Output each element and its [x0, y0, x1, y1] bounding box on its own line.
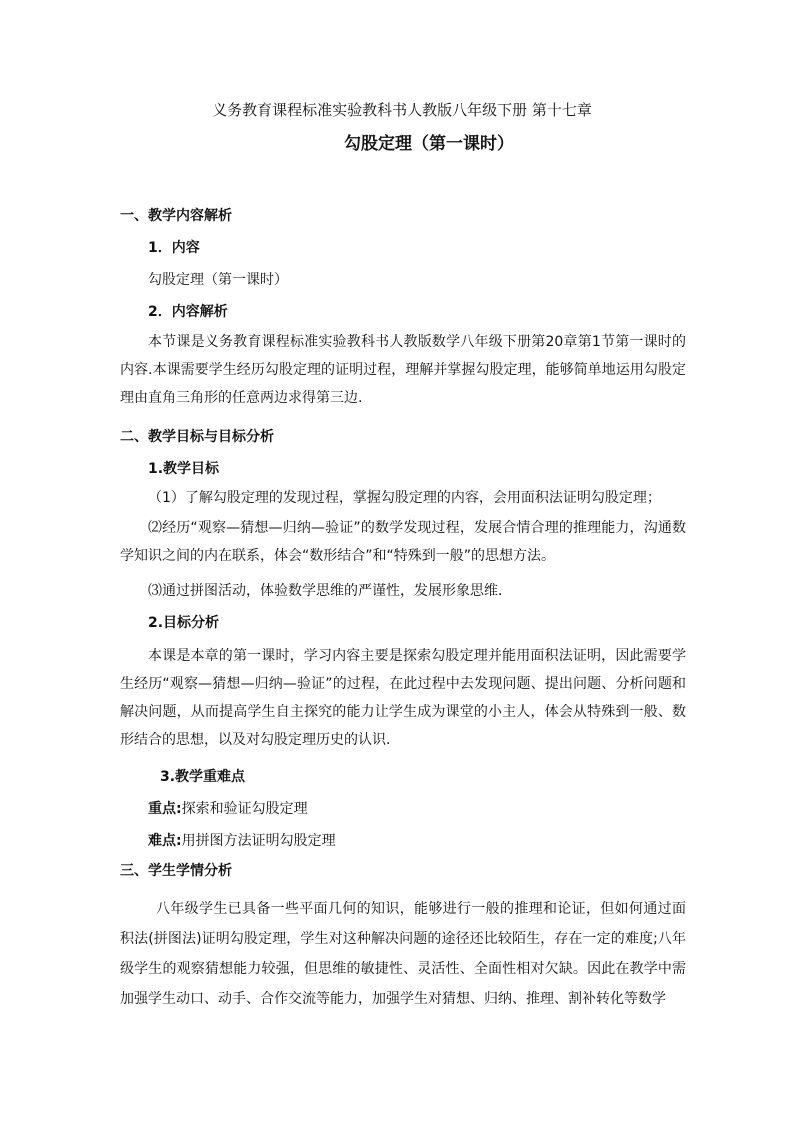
student-analysis-paragraph: 八年级学生已具备一些平面几何的知识，能够进行一般的推理和论证，但如何通过面积法(拼图法)证明勾股定理，学生对这种解决问题的途径还比较陌生，存在一定的难度;八年级学生的观察猜想能力较强，但思维的敏捷性、灵活性、全面性相对欠缺。因此在教学中需加强学生动口、动手、合作交流等能力，加强学生对猜想、归纳、推理、割补转化等数学	[120, 901, 686, 1007]
goal-item-2: ⑵经历“观察—猜想—归纳—验证”的数学发现过程，发展合情合理的推理能力，沟通数学知识之间的内在联系，体会“数形结合”和“特殊到一般”的思想方法。	[120, 520, 686, 564]
goal-item-3: ⑶通过拼图活动，体验数学思维的严谨性，发展形象思维．	[148, 583, 512, 599]
subheading-key-difficult: 3.教学重难点	[160, 769, 246, 785]
document-subtitle: 义务教育课程标准实验教科书人教版八年级下册 第十七章	[212, 101, 592, 119]
key-point-line	[148, 802, 308, 816]
difficulty-label: 难点:	[148, 833, 182, 849]
section-heading-content-analysis: 一、教学内容解析	[120, 208, 232, 224]
section-heading-goals: 二、教学目标与目标分析	[120, 429, 274, 445]
section-heading-student-analysis: 三、学生学情分析	[120, 863, 232, 879]
key-point-label: 重点:	[148, 801, 182, 817]
difficulty-text: 用拼图方法证明勾股定理	[181, 833, 336, 849]
goal-analysis-paragraph: 本课是本章的第一课时，学习内容主要是探索勾股定理并能用面积法证明，因此需要学生经历“观察—猜想—归纳—验证”的过程，在此过程中去发现问题、提出问题、分析问题和解决问题，从而提高学生自主探究的能力让学生成为课堂的小主人，体会从特殊到一般、数形结合的思想，以及对勾股定理历史的认识．	[120, 648, 686, 748]
subheading-goal-analysis: 2.目标分析	[148, 615, 220, 631]
subheading-content-analysis: 2．内容解析	[148, 304, 228, 320]
difficulty-line	[148, 834, 336, 848]
content-analysis-paragraph: 本节课是义务教育课程标准实验教科书人教版数学八年级下册第20章第1节第一课时的内容.本课需要学生经历勾股定理的证明过程，理解并掌握勾股定理，能够简单地运用勾股定理由直角三角形的任意两边求得第三边.	[120, 334, 686, 406]
goal-item-1: （1）了解勾股定理的发现过程，掌握勾股定理的内容，会用面积法证明勾股定理；	[148, 490, 661, 506]
subheading-content: 1．内容	[148, 240, 200, 256]
document-title: 勾股定理（第一课时）	[344, 134, 514, 154]
subheading-teaching-goals: 1.教学目标	[148, 461, 220, 477]
key-point-text: 探索和验证勾股定理	[181, 801, 308, 817]
content-text: 勾股定理（第一课时）	[148, 272, 288, 288]
